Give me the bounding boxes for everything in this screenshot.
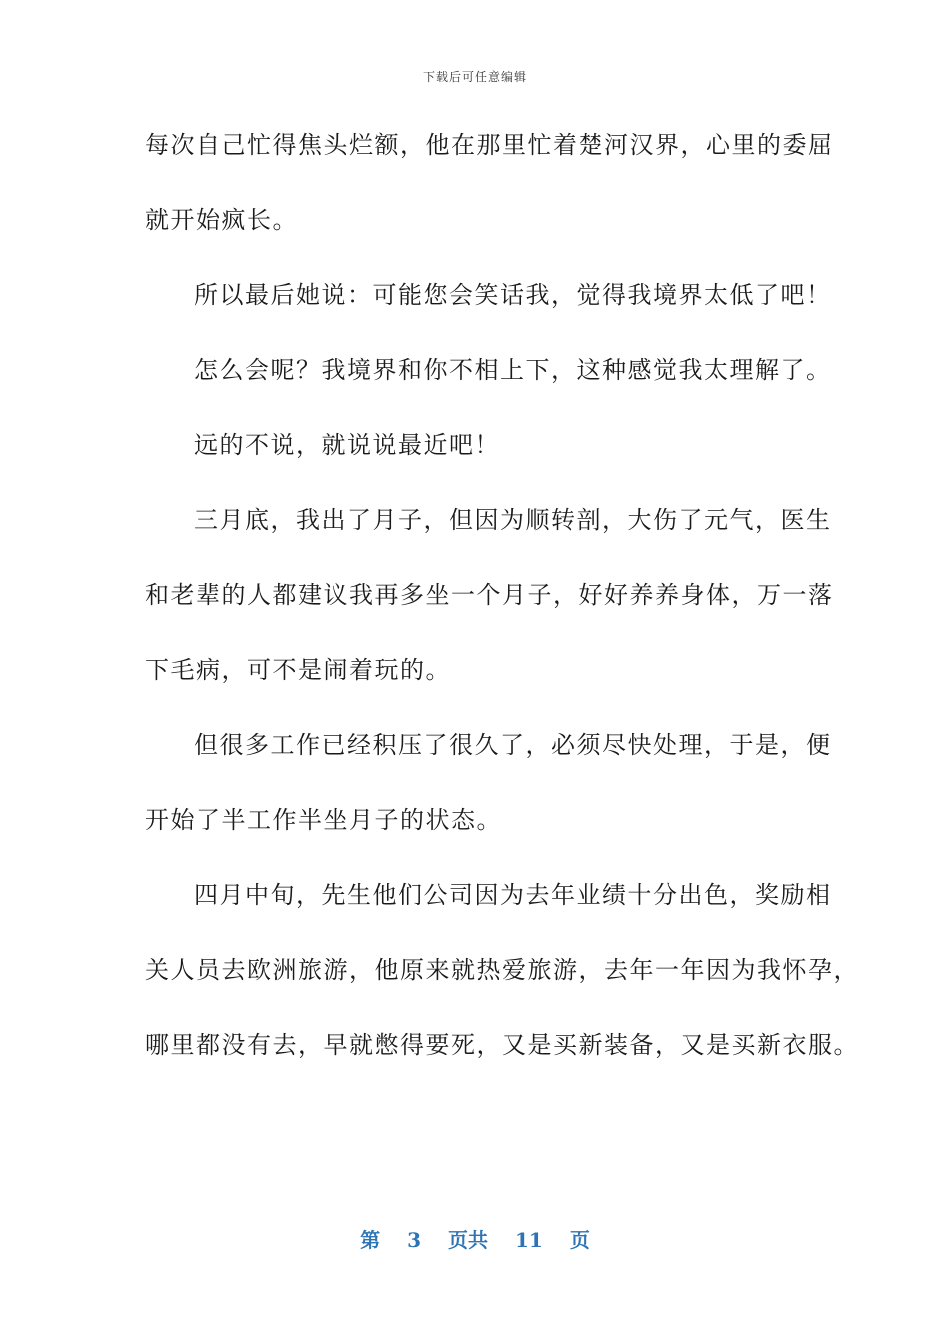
text-line: 就开始疯长。 [145,206,298,234]
text-line: 关人员去欧洲旅游，他原来就热爱旅游，去年一年因为我怀孕， [145,956,859,984]
text-line: 哪里都没有去，早就憋得要死，又是买新装备，又是买新衣服。 [145,1031,859,1059]
document-body [145,119,859,1094]
footer-suffix: 页 [569,1228,590,1252]
text-line: 三月底，我出了月子，但因为顺转剖，大伤了元气，医生 [194,506,832,534]
text-line: 怎么会呢？我境界和你不相上下，这种感觉我太理解了。 [194,356,832,384]
text-line: 开始了半工作半坐月子的状态。 [145,806,502,834]
total-pages-number: 11 [515,1228,543,1252]
text-line: 所以最后她说：可能您会笑话我，觉得我境界太低了吧！ [194,281,832,309]
current-page-number: 3 [407,1228,422,1252]
text-line: 每次自己忙得焦头烂额，他在那里忙着楚河汉界，心里的委屈 [145,131,834,159]
text-line: 和老辈的人都建议我再多坐一个月子，好好养养身体，万一落 [145,581,834,609]
footer-middle: 页共 [448,1228,489,1252]
page-header: 下载后可任意编辑 [422,70,527,84]
text-line: 四月中旬，先生他们公司因为去年业绩十分出色，奖励相 [194,881,832,909]
text-line: 远的不说，就说说最近吧！ [194,431,500,459]
text-line: 但很多工作已经积压了很久了，必须尽快处理，于是，便 [194,731,832,759]
footer-prefix: 第 [360,1228,381,1252]
page-footer [0,1224,950,1253]
text-line: 下毛病，可不是闹着玩的。 [145,656,451,684]
